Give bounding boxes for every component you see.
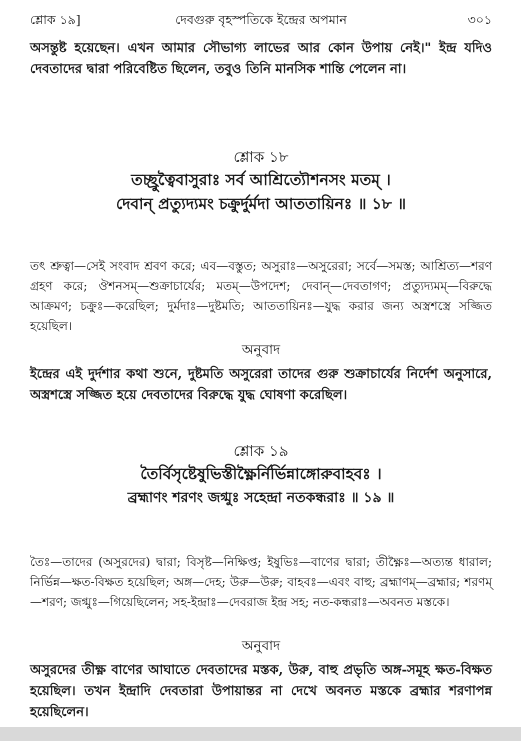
running-head-verse-ref: শ্লোক ১৯]	[30, 12, 81, 27]
verse-18-block	[30, 146, 492, 216]
verse-19-heading: শ্লোক ১৯	[233, 442, 289, 460]
verse-19-block	[30, 440, 492, 510]
bottom-scan-band	[0, 727, 521, 741]
verse-19-synonyms: তৈঃ—তাদের (অসুরদের) দ্বারা; বিসৃষ্ট—নিক্ষিপ্ত; ইষুভিঃ—বাণের দ্বারা; তীক্ষ্ণৈঃ—অত্যন্ত ধারাল; নির্ভিন্ন—ক্ষত-বিক্ষত হয়েছিল; অঙ্গ—দেহ; উরু—উরু; বাহবঃ—এবং বাহু; ব্রহ্মাণম্—ব্রহ্মার; শরণম্—শরণ; জগ্মুঃ—গিয়েছিলেন; সহ-ইন্দ্রাঃ—দেবরাজ ইন্দ্র সহ; নত-কন্ধরাঃ—অবনত মস্তকে।	[30, 555, 492, 609]
verse-18-heading: শ্লোক ১৮	[233, 148, 289, 166]
verse-19-translation: অসুরদের তীক্ষ্ণ বাণের আঘাতে দেবতাদের মস্তক, উরু, বাহু প্রভৃতি অঙ্গ-সমূহ ক্ষত-বিক্ষত হয়েছিল। তখন ইন্দ্রাদি দেবতারা উপায়ান্তর না দেখে অবনত মস্তকে ব্রহ্মার শরণাপন্ন হয়েছিলেন।	[30, 663, 492, 720]
page-number: ৩০১	[467, 12, 492, 27]
verse-18-translation-heading: অনুবাদ	[241, 342, 281, 358]
intro-paragraph: অসন্তুষ্ট হয়েছেন। এখন আমার সৌভাগ্য লাভের আর কোন উপায় নেই।" ইন্দ্র যদিও দেবতাদের দ্বারা পরিবেষ্টিত ছিলেন, তবুও তিনি মানসিক শান্তি পেলেন না।	[30, 41, 492, 77]
verse-18-synonyms-block	[30, 256, 492, 336]
intro-block	[30, 38, 492, 80]
book-page	[30, 0, 492, 741]
verse-18-translation-block	[30, 340, 492, 406]
verse-19-translation-block	[30, 636, 492, 723]
verse-18-line-2: দেবান্ প্রত্যুদ্যমং চক্রুর্দুর্মদা আততায়িনঃ ॥ ১৮ ॥	[115, 194, 407, 213]
verse-19-synonyms-block	[30, 552, 492, 612]
verse-19-line-2: ব্রহ্মাণং শরণং জগ্মুঃ সহেন্দ্রা নতকন্ধরাঃ ॥ ১৯ ॥	[127, 490, 395, 506]
running-head-chapter-title: দেবগুরু বৃহস্পতিকে ইন্দ্রের অপমান	[175, 12, 347, 27]
verse-19-translation-heading: অনুবাদ	[241, 638, 281, 654]
verse-18-translation: ইন্দ্রের এই দুর্দশার কথা শুনে, দুষ্টমতি অসুরেরা তাদের গুরু শুক্রাচার্যের নির্দেশ অনুসারে, অস্ত্রশস্ত্রে সজ্জিত হয়ে দেবতাদের বিরুদ্ধে যুদ্ধ ঘোষণা করেছিল।	[30, 367, 492, 403]
verse-18-synonyms: তৎ শ্রুত্বা—সেই সংবাদ শ্রবণ করে; এব—বস্তুত; অসুরাঃ—অসুরেরা; সর্বে—সমস্ত; আশ্রিত্য—শরণ গ্রহণ করে; ঔশনসম্—শুক্রাচার্যের; মতম্—উপদেশ; দেবান্—দেবতাগণ; প্রত্যুদ্যমম্—বিরুদ্ধে আক্রমণ; চক্রুঃ—করেছিল; দুর্মদাঃ—দুষ্টমতি; আততায়িনঃ—যুদ্ধ করার জন্য অস্ত্রশস্ত্রে সজ্জিত হয়েছিল।	[30, 259, 492, 333]
verse-19-line-1: তৈর্বিসৃষ্টেষুভিস্তীক্ষ্ণৈর্নির্ভিন্নাঙ্গোরুবাহবঃ ।	[140, 464, 382, 483]
running-head	[30, 10, 492, 30]
verse-18-line-1: তচ্ছ্রুত্বৈবাসুরাঃ সর্ব আশ্রিত্যৌশনসং মতম্ ।	[131, 170, 391, 189]
